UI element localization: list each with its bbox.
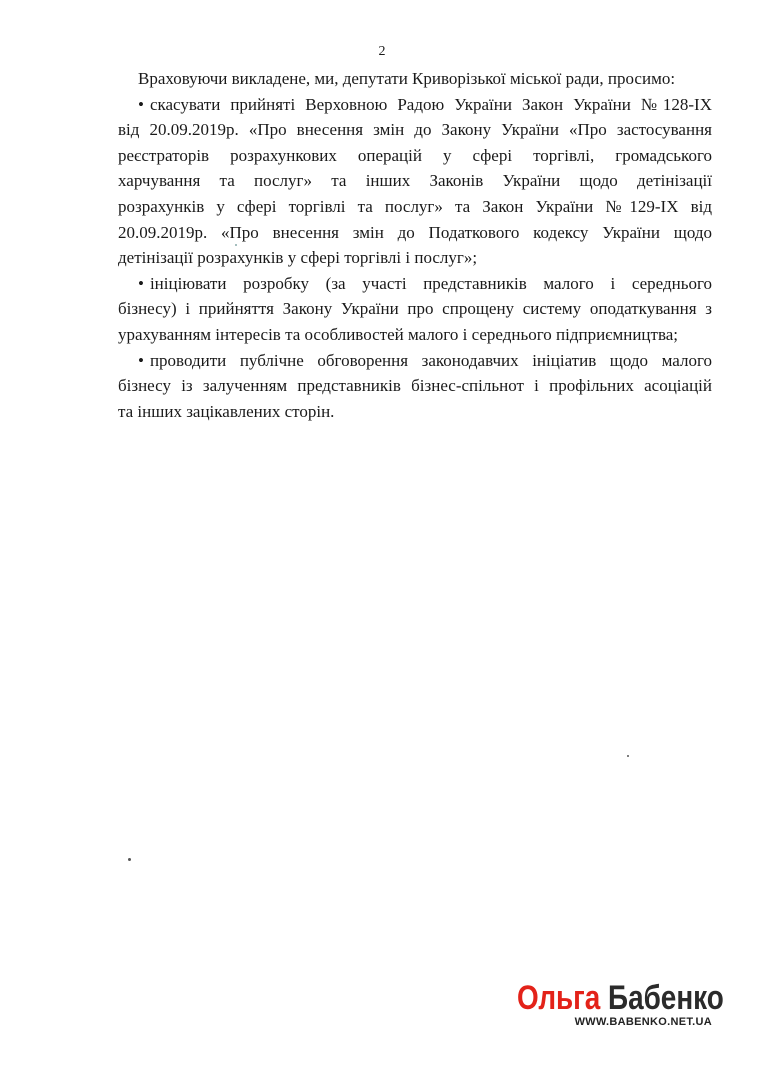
scan-speck [627,755,629,757]
scan-speck [128,858,131,861]
list-item-line: • скасувати прийняті Верховною Радою України Закон України №128-IX [138,94,712,114]
list-item-line: детінізації розрахунків у сфері торгівлі і послуг»; [118,248,478,268]
logo-url: WWW.BABENKO.NET.UA [574,1016,712,1028]
list-item [118,271,712,297]
list-item-line: урахуванням інтересів та особливостей малого і середнього підприємництва; [118,324,679,344]
logo-last-name: Бабенко [608,979,724,1017]
intro-paragraph: Враховуючи викладене, ми, депутати Криворізької міської ради, просимо: [138,69,676,88]
scan-speck [235,244,237,246]
bullet-icon: • [138,273,144,293]
document-body [118,66,712,424]
list-item-line: • ініціювати розробку (за участі представників малого і середнього [138,273,712,293]
list-item-line: 20.09.2019р. «Про внесення змін до Податкового кодексу України щодо [118,222,712,242]
list-item-line: від 20.09.2019р. «Про внесення змін до Закону України «Про застосування [118,120,712,140]
brand-logo [517,979,724,1018]
list-item-line: бізнесу) і прийняття Закону України про спрощену систему оподаткування з [118,299,712,319]
list-item-line: • проводити публічне обговорення законодавчих ініціатив щодо малого [138,350,712,370]
bullet-icon: • [138,350,144,370]
list-item-line: розрахунків у сфері торгівлі та послуг» та Закон України №129-IX від [118,196,712,216]
list-item-line: харчування та послуг» та інших Законів України щодо детінізації [118,171,712,191]
list-item-line: реєстраторів розрахункових операцій у сфері торгівлі, громадського [118,145,712,165]
list-item [118,92,712,118]
bullet-icon: • [138,94,144,114]
page-number: 2 [378,44,386,59]
list-item-line: та інших зацікавлених сторін. [118,401,335,421]
list-item [118,348,712,374]
logo-first-name: Ольга [517,979,601,1017]
list-item-line: бізнесу із залученням представників бізнес-спільнот і профільних асоціацій [118,376,712,396]
